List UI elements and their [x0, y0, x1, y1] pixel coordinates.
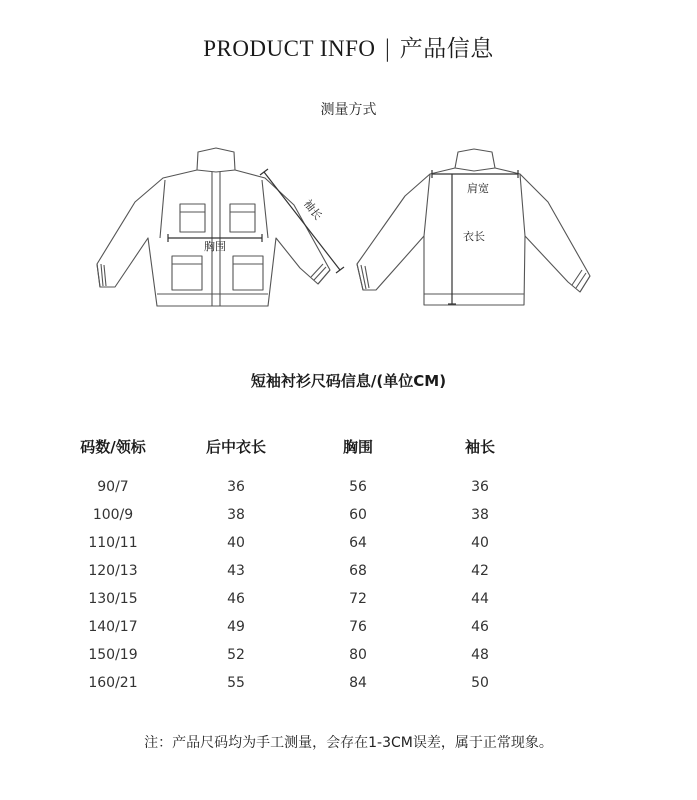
jacket-back-icon — [357, 149, 590, 305]
shoulder-label: 肩宽 — [467, 182, 489, 195]
table-cell: 76 — [349, 619, 367, 635]
table-cell: 46 — [471, 619, 489, 635]
page-title — [0, 30, 697, 63]
table-cell: 100/9 — [92, 507, 134, 523]
table-cell: 48 — [471, 647, 489, 663]
table-cell: 36 — [227, 479, 245, 495]
table-cell: 55 — [227, 675, 245, 691]
table-header: 胸围 — [342, 438, 373, 456]
table-cell: 110/11 — [88, 535, 138, 551]
table-cell: 72 — [349, 591, 367, 607]
table-cell: 43 — [227, 563, 245, 579]
title-cn: 产品信息 — [399, 36, 494, 62]
table-cell: 80 — [349, 647, 367, 663]
table-cell: 40 — [227, 535, 245, 551]
sleeve-measure-line — [264, 172, 340, 270]
table-cell: 49 — [227, 619, 245, 635]
title-en: PRODUCT INFO — [203, 36, 376, 61]
table-cell: 50 — [471, 675, 489, 691]
table-cell: 42 — [471, 563, 489, 579]
table-cell: 150/19 — [88, 647, 138, 663]
measurement-note: 注：产品尺码均为手工测量，会存在1-3CM误差，属于正常现象。 — [144, 735, 553, 751]
size-table-title: 短袖衬衫尺码信息/(单位CM) — [250, 372, 447, 390]
table-cell: 160/21 — [88, 675, 138, 691]
table-cell: 64 — [349, 535, 367, 551]
table-cell: 120/13 — [88, 563, 138, 579]
table-cell: 52 — [227, 647, 245, 663]
title-separator: | — [383, 36, 392, 62]
measure-method-title: 测量方式 — [320, 102, 377, 118]
table-cell: 40 — [471, 535, 489, 551]
length-label: 衣长 — [463, 230, 485, 243]
table-cell: 38 — [471, 507, 489, 523]
table-header: 袖长 — [464, 438, 495, 456]
table-cell: 60 — [349, 507, 367, 523]
table-cell: 68 — [349, 563, 367, 579]
table-cell: 84 — [349, 675, 367, 691]
table-cell: 56 — [349, 479, 367, 495]
table-header: 后中衣长 — [205, 438, 266, 456]
table-cell: 90/7 — [97, 479, 129, 495]
table-cell: 46 — [227, 591, 245, 607]
front-measure-lines — [168, 169, 344, 273]
table-cell: 36 — [471, 479, 489, 495]
measurement-diagram — [0, 140, 697, 320]
table-cell: 130/15 — [88, 591, 138, 607]
chest-label: 胸围 — [204, 240, 226, 253]
table-cell: 44 — [471, 591, 489, 607]
jacket-front-icon — [97, 148, 330, 306]
sleeve-label: 袖长 — [300, 197, 325, 223]
table-header: 码数/领标 — [80, 438, 146, 456]
table-cell: 140/17 — [88, 619, 138, 635]
table-cell: 38 — [227, 507, 245, 523]
